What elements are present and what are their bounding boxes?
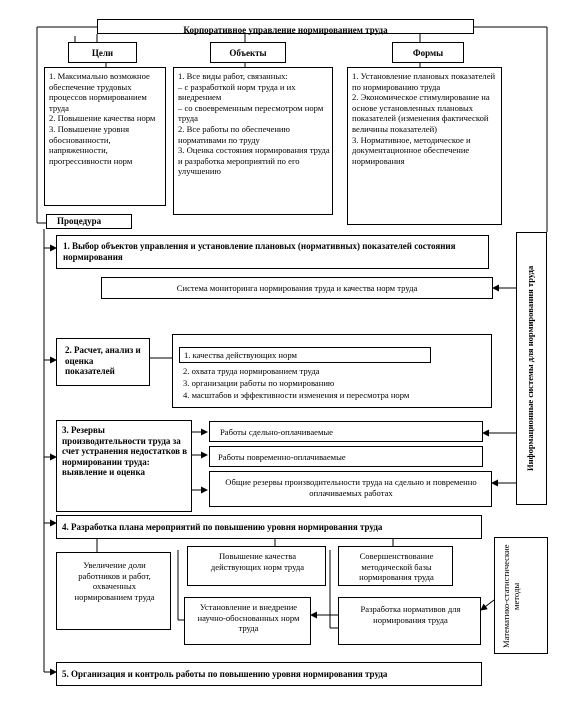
indicator-1-box (179, 347, 431, 363)
monitoring-text: Система мониторинга нормирования труда и качества норм труда (176, 283, 418, 293)
indicator-1: 1. качества действующих норм (184, 350, 297, 360)
goals-text: 1. Максимально возможное обеспечение трудовых процессов нормированием труда 2. Повышение качества норм 3. Повышение уровня обоснованности, напряженности, прогрессивности норм (49, 71, 156, 166)
indicator-2: 2. охвата труда нормированием труда (183, 366, 320, 376)
step3-text: 3. Резервы производительности труда за счет устранения недостатков в нормировании труда: выявление и оценка (62, 425, 188, 478)
step4-text: 4. Разработка плана мероприятий по повышению уровня нормирования труда (62, 522, 383, 532)
objects-box (173, 67, 333, 215)
measure-2: Повышение качества действующих норм труда (210, 551, 305, 572)
measure-1-box (56, 552, 171, 630)
step5-box (56, 662, 482, 686)
title: Корпоративное управление нормированием труда (183, 25, 388, 35)
step1-text: 1. Выбор объектов управления и установление плановых (нормативных) показателей состояния нормирования (63, 241, 456, 262)
measure-4: Установление и внедрение научно-обоснованных норм труда (197, 602, 300, 634)
measure-2-box (187, 546, 326, 586)
reserve-3-box (209, 471, 492, 507)
indicator-3: 3. организации работы по нормированию (183, 378, 335, 388)
objects-text: 1. Все виды работ, связанных: – с разработкой норм труда и их внедрением – со своевременным пересмотром норм труда 2. Все работы по обеспечению нормативами по труду 3. Оценка состояния нормирования труда и разработка мероприятий по его улучшению (178, 71, 330, 177)
reserve-2: Работы повременно-оплачиваемые (218, 452, 346, 462)
info-systems-label: Информационные системы для нормирования труда (525, 265, 535, 472)
reserve-1-box (209, 421, 483, 442)
procedure-label: Процедура (57, 216, 102, 226)
measure-3: Совершенствование методической базы нормирования труда (359, 551, 434, 583)
procedure-label-box (46, 214, 132, 229)
indicator-4: 4. масштабов и эффективности изменения и пересмотра норм (183, 390, 410, 400)
step2-text: 2. Расчет, анализ и оценка показателей (65, 345, 141, 377)
objects-header (210, 42, 286, 63)
measure-5: Разработка нормативов для нормирования труда (360, 604, 461, 625)
goals-header (68, 42, 137, 63)
reserve-2-box (209, 446, 483, 467)
indicators-box (172, 334, 492, 408)
forms-box (347, 67, 502, 225)
measure-5-box (338, 597, 481, 645)
measure-3-box (338, 546, 453, 586)
measure-4-box (184, 597, 311, 645)
reserve-1: Работы сдельно-оплачиваемые (220, 427, 333, 437)
monitoring-box (101, 277, 493, 299)
math-methods-box (494, 537, 548, 654)
step4-box (56, 515, 482, 539)
goals-header-label: Цели (91, 48, 114, 58)
step3-box (56, 420, 192, 512)
forms-header-label: Формы (412, 48, 444, 58)
info-systems-box (516, 232, 547, 505)
step5-text: 5. Организация и контроль работы по повышению уровня нормирования труда (62, 669, 388, 679)
step1-box (56, 235, 489, 269)
math-methods-label: Математико-статистические методы (501, 544, 521, 648)
goals-box (44, 67, 166, 206)
reserve-3: Общие резервы производительности труда на сдельно и повременно оплачиваемых работах (225, 477, 477, 498)
forms-text: 1. Установление плановых показателей по нормированию труда 2. Экономическое стимулирование на основе установленных плановых показателей (изменения фактической величины показателей) 3. Нормативное, методическое и документационное обеспечение нормирования (352, 71, 496, 166)
step2-box (56, 338, 150, 386)
forms-header (392, 42, 464, 63)
objects-header-label: Объекты (229, 48, 267, 58)
measure-1: Увеличение доли работников и работ, охваченных нормированием труда (74, 560, 155, 602)
title-box (97, 19, 474, 34)
